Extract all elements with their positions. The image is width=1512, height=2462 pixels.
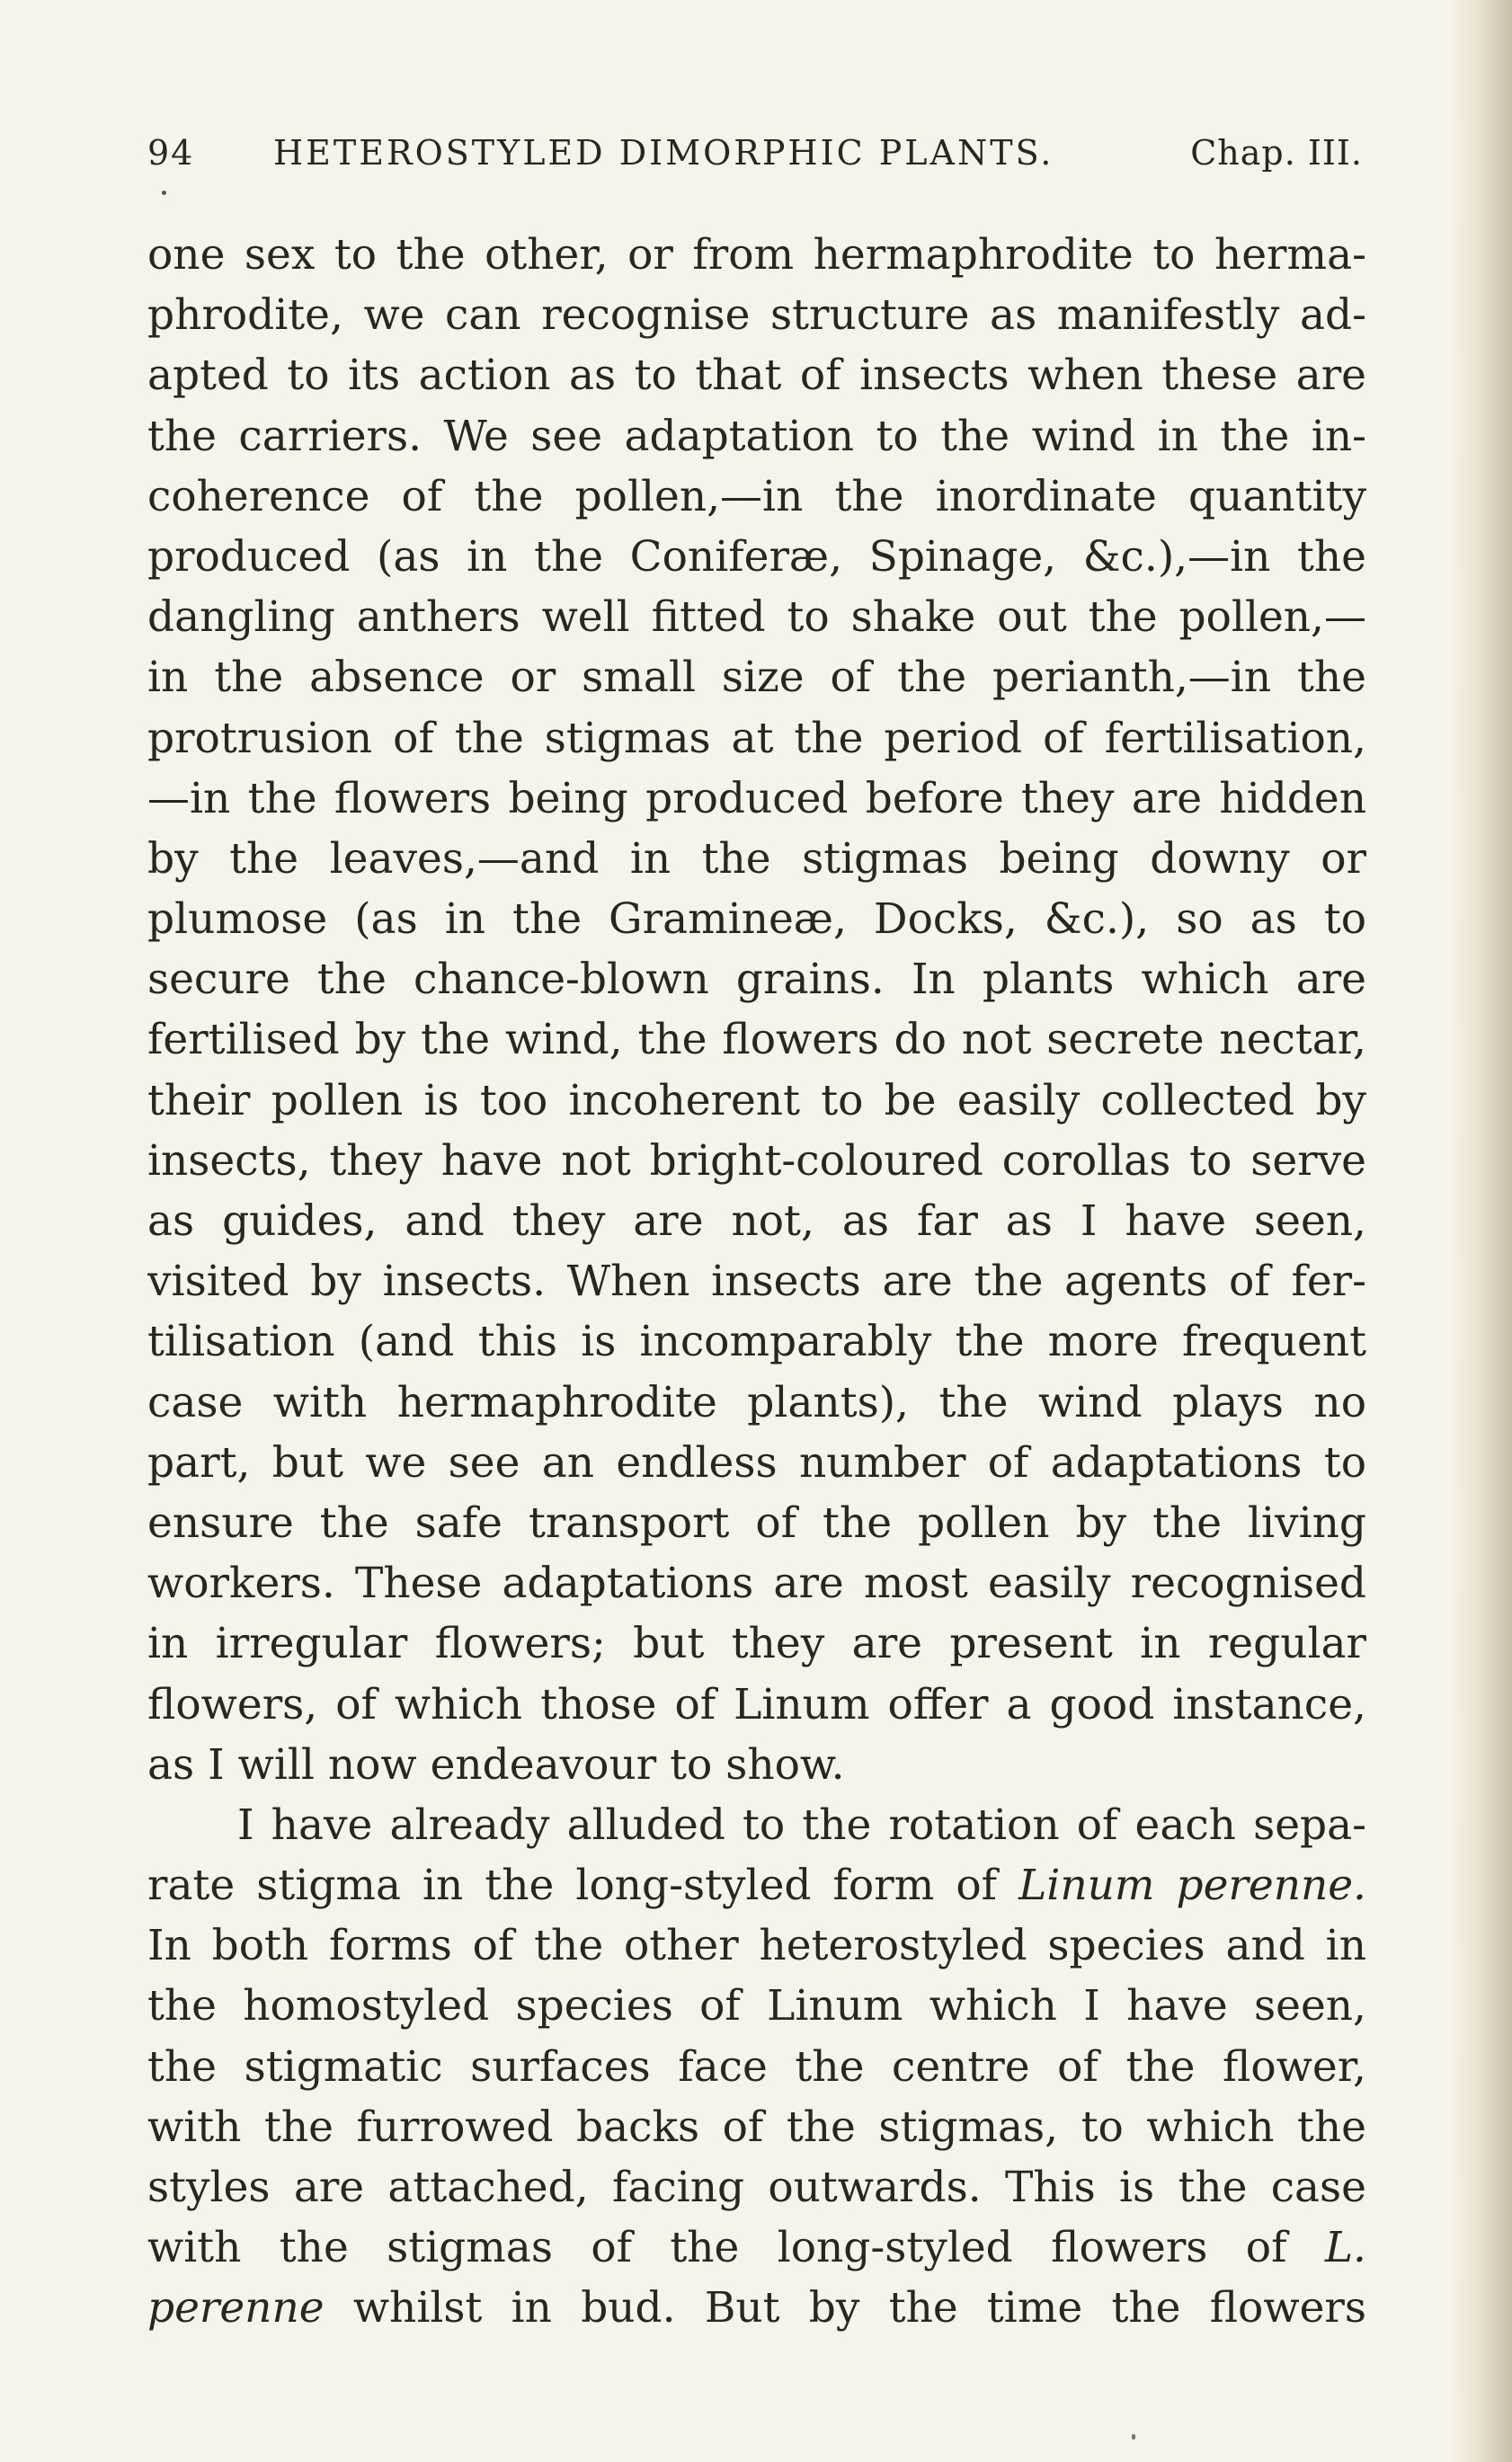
text-line: tilisation (and this is incomparably the more frequent (147, 1317, 1366, 1367)
italic-species-name: perenne (147, 2283, 325, 2333)
body-text (147, 225, 1366, 2339)
text-line: as guides, and they are not, as far as I have seen, (147, 1196, 1366, 1246)
text-line (147, 1855, 1366, 1915)
text-line: produced (as in the Coniferæ, Spinage, &c.),—in the (147, 531, 1366, 582)
text-line: coherence of the pollen,—in the inordinate quantity (147, 471, 1366, 521)
text-run: with the stigmas of the long-styled flowers of (147, 2223, 1287, 2273)
text-line: case with hermaphrodite plants), the wind plays no (147, 1377, 1366, 1427)
text-line: phrodite, we can recognise structure as manifestly ad- (147, 290, 1366, 341)
text-line: plumose (as in the Gramineæ, Docks, &c.), so as to (147, 894, 1366, 945)
text-line: apted to its action as to that of insects when these are (147, 351, 1366, 401)
text-line: dangling anthers well fitted to shake out the pollen,— (147, 592, 1366, 643)
text-line: one sex to the other, or from hermaphrodite to herma- (147, 230, 1366, 280)
text-line: ensure the safe transport of the pollen by the living (147, 1498, 1366, 1548)
text-line: workers. These adaptations are most easily recognised (147, 1559, 1366, 1609)
text-line-last: as I will now endeavour to show. (147, 1739, 845, 1790)
text-line-indented: I have already alluded to the rotation of each sepa- (237, 1800, 1366, 1850)
text-line: the stigmatic surfaces face the centre of the flower, (147, 2041, 1366, 2092)
paragraph-1 (147, 225, 1366, 1795)
page-number: 94 (147, 133, 195, 173)
text-line: protrusion of the stigmas at the period of fertilisation, (147, 713, 1366, 763)
chapter-label: Chap. III. (1190, 133, 1363, 173)
text-line (147, 2278, 1366, 2338)
text-line: insects, they have not bright-coloured corollas to serve (147, 1135, 1366, 1186)
text-line: fertilised by the wind, the flowers do not secrete nectar, (147, 1015, 1366, 1065)
text-line (147, 2218, 1366, 2278)
text-run: rate stigma in the long-styled form of (147, 1861, 998, 1911)
ink-speck (1132, 2434, 1135, 2440)
text-line: styles are attached, facing outwards. This is the case (147, 2163, 1366, 2212)
text-line: flowers, of which those of Linum offer a good instance, (147, 1679, 1366, 1729)
text-line: visited by insects. When insects are the agents of fer- (147, 1257, 1366, 1307)
text-line: in irregular flowers; but they are present in regular (147, 1619, 1366, 1669)
running-title: HETEROSTYLED DIMORPHIC PLANTS. (273, 133, 1054, 173)
text-line: —in the flowers being produced before they are hidden (147, 773, 1366, 823)
italic-species-name: Linum perenne. (1018, 1861, 1366, 1911)
text-run: whilst in bud. But by the time the flowers (352, 2283, 1366, 2333)
text-line: the carriers. We see adaptation to the wind in the in- (147, 411, 1366, 461)
text-line: In both forms of the other heterostyled species and in (147, 1921, 1366, 1971)
ink-speck (162, 191, 166, 195)
text-line: with the furrowed backs of the stigmas, to which the (147, 2102, 1366, 2152)
italic-species-abbrev: L. (1324, 2223, 1366, 2273)
text-line: by the leaves,—and in the stigmas being downy or (147, 833, 1366, 884)
text-line: the homostyled species of Linum which I have seen, (147, 1981, 1366, 2031)
text-line: their pollen is too incoherent to be easily collected by (147, 1075, 1366, 1125)
text-line: part, but we see an endless number of adaptations to (147, 1437, 1366, 1488)
paragraph-2 (147, 1795, 1366, 2339)
page-edge-shadow (1449, 0, 1512, 2462)
running-header (147, 133, 1363, 187)
text-line: secure the chance-blown grains. In plants which are (147, 955, 1366, 1005)
text-line: in the absence or small size of the perianth,—in the (147, 653, 1366, 703)
